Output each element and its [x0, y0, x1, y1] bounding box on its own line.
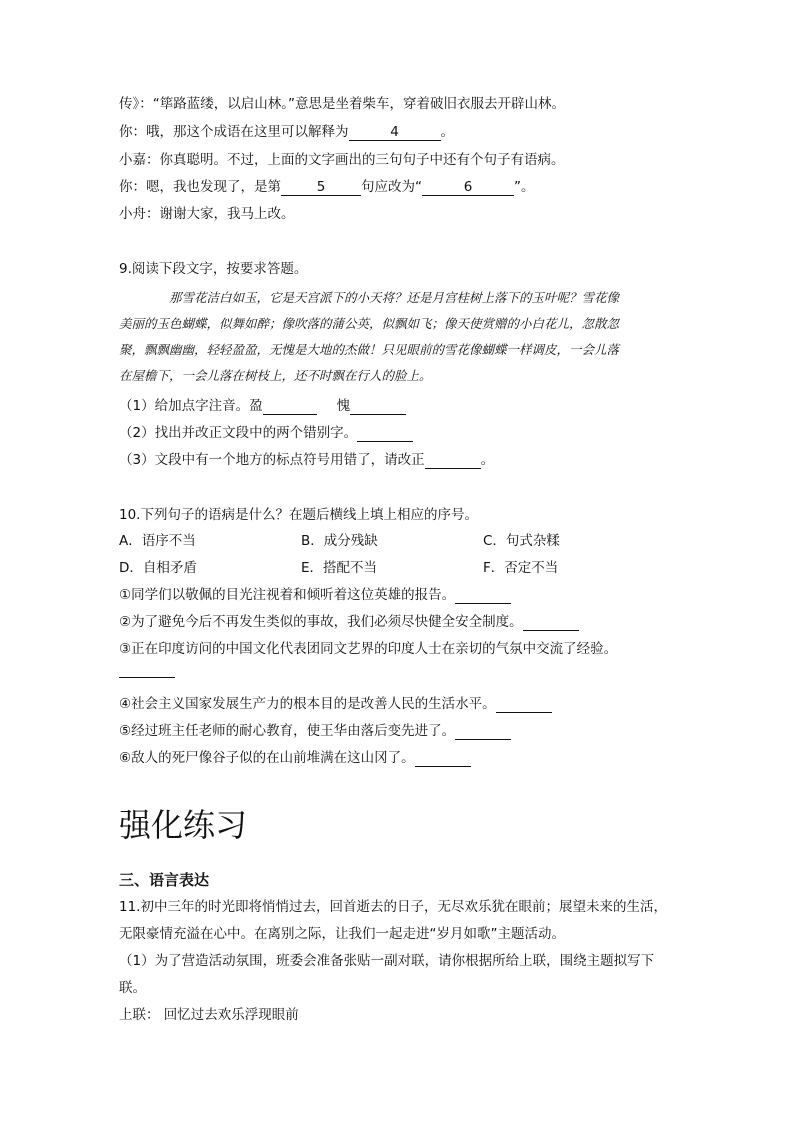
q9-passage-line-3: 聚，飘飘幽幽，轻轻盈盈，无愧是大地的杰做！只见眼前的雪花像蝴蝶一样调皮，一会儿落 [119, 342, 620, 357]
dialogue-line-4 [119, 177, 535, 197]
q9-sub2-blank[interactable] [357, 425, 413, 442]
dialogue-line-4-prefix: 你：嗯，我也发现了，是第 [119, 179, 281, 195]
q9-sub2 [119, 423, 413, 443]
q10-item-6-blank[interactable] [415, 750, 471, 767]
q9-sub1-mid: 愧 [336, 398, 351, 414]
q10-item-3: ③正在印度访问的中国文化代表团同文艺界的印度人士在亲切的气氛中交流了经验。 [119, 641, 618, 657]
q10-option-d: D．自相矛盾 [119, 560, 197, 576]
q10-option-c: C．句式杂糅 [483, 533, 560, 549]
q9-passage-line-2: 美丽的玉色蝴蝶，似舞如醉；像吹落的蒲公英，似飘如飞；像天使赏赠的小白花儿，忽散忽 [119, 316, 620, 331]
dialogue-line-3: 小嘉：你真聪明。不过，上面的文字画出的三句句子中还有个句子有语病。 [119, 152, 565, 168]
q9-passage-line-1: 那雪花洁白如玉，它是天宫派下的小天将？还是月宫桂树上落下的玉叶呢？雪花像 [169, 290, 620, 305]
q10-item-1 [119, 585, 511, 605]
q10-item-5-text: ⑤经过班主任老师的耐心教育，使王华由落后变先进了。 [119, 723, 456, 739]
dialogue-line-2-suffix: 。 [440, 124, 454, 140]
q10-option-a: A．语序不当 [119, 533, 196, 549]
q10-option-b: B．成分残缺 [301, 533, 378, 549]
q11-line-1: 11.初中三年的时光即将悄悄过去，回首逝去的日子，无尽欢乐犹在眼前；展望未来的生活， [119, 899, 667, 915]
q10-item-4 [119, 694, 552, 714]
q9-passage-line-4: 在屋檐下，一会儿落在树枝上，还不时飘在行人的脸上。 [119, 368, 432, 383]
q9-sub2-text: （2）找出并改正文段中的两个错别字。 [119, 425, 358, 441]
q10-option-f: F．否定不当 [483, 560, 559, 576]
q10-item-6-text: ⑥敌人的死尸像谷子似的在山前堆满在这山冈了。 [119, 750, 415, 766]
q10-item-5-blank[interactable] [455, 723, 511, 740]
q10-item-5 [119, 721, 511, 741]
q10-item-4-blank[interactable] [496, 696, 552, 713]
q9-sub3-suffix: 。 [480, 452, 495, 468]
q11-line-2: 无限豪情充溢在心中。在离别之际，让我们一起走进“岁月如歌”主题活动。 [119, 926, 565, 942]
q9-sub3-blank[interactable] [425, 452, 481, 469]
q9-sub1 [119, 396, 406, 416]
q11-line-3: （1）为了营造活动氛围，班委会准备张贴一副对联，请你根据所给上联，围绕主题拟写下 [119, 953, 655, 969]
dialogue-line-2-prefix: 你：哦，那这个成语在这里可以解释为 [119, 124, 349, 140]
answer-blank-6[interactable]: 6 [422, 179, 514, 196]
q10-title: 10.下列句子的语病是什么？在题后横线上填上相应的序号。 [119, 507, 478, 523]
section-subheading: 三、语言表达 [119, 871, 210, 889]
answer-blank-5[interactable]: 5 [281, 179, 361, 196]
dialogue-line-4-suffix: ”。 [514, 179, 535, 195]
dialogue-line-1: 传》：“筚路蓝缕，以启山林。”意思是坐着柴车，穿着破旧衣服去开辟山林。 [119, 96, 565, 112]
dialogue-line-4-mid: 句应改为“ [361, 179, 422, 195]
q10-item-2-blank[interactable] [523, 614, 579, 631]
q9-sub1-prefix: （1）给加点字注音。盈 [119, 398, 263, 414]
q10-item-1-text: ①同学们以敬佩的目光注视着和倾听着这位英雄的报告。 [119, 587, 456, 603]
q9-sub3 [119, 450, 494, 470]
answer-blank-4[interactable]: 4 [349, 124, 441, 141]
q10-item-1-blank[interactable] [455, 587, 511, 604]
q10-item-2 [119, 612, 579, 632]
q10-item-2-text: ②为了避免今后不再发生类似的事故，我们必须尽快健全安全制度。 [119, 614, 523, 630]
dialogue-line-2 [119, 122, 454, 142]
q11-line-4: 联。 [119, 980, 146, 996]
section-heading: 强化练习 [119, 806, 248, 844]
q10-item-6 [119, 748, 471, 768]
q9-sub1-blank-a[interactable] [263, 398, 317, 415]
q9-title: 9.阅读下段文字，按要求答题。 [119, 261, 308, 277]
dialogue-line-5: 小舟：谢谢大家，我马上改。 [119, 206, 295, 222]
q11-couplet: 上联： 回忆过去欢乐浮现眼前 [119, 1007, 299, 1023]
q10-item-4-text: ④社会主义国家发展生产力的根本目的是改善人民的生活水平。 [119, 696, 496, 712]
q9-sub1-blank-b[interactable] [350, 398, 406, 415]
q9-sub3-prefix: （3）文段中有一个地方的标点符号用错了，请改正 [119, 452, 425, 468]
q10-option-e: E．搭配不当 [301, 560, 378, 576]
q10-item-3-blank[interactable] [119, 676, 175, 678]
